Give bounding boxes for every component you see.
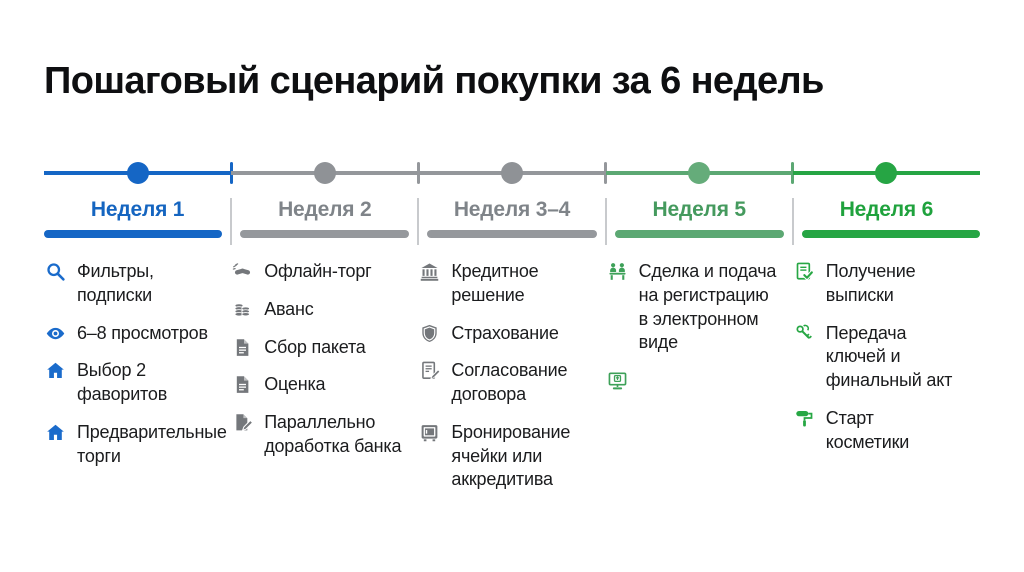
timeline-segment — [44, 160, 231, 186]
item-text: Старт косметики — [825, 407, 910, 452]
contract-pen-icon — [419, 360, 440, 381]
timeline-item — [419, 421, 601, 492]
item-text: Оценка — [264, 374, 326, 395]
week-underline-bar — [240, 230, 409, 238]
item-text: Бронирование ячейки или аккредитива — [451, 421, 571, 490]
week-underline-bar — [802, 230, 980, 238]
timeline-item — [794, 260, 976, 308]
week-label: Неделя 3–4 — [453, 198, 571, 221]
handshake-icon — [232, 261, 253, 282]
item-text: Офлайн-торг — [264, 261, 372, 281]
timeline-item — [607, 260, 789, 355]
timeline-item — [45, 322, 227, 346]
timeline-dot — [501, 162, 523, 184]
week-underline-bar — [615, 230, 784, 238]
timeline-segment — [231, 160, 418, 186]
timeline-item — [232, 411, 414, 459]
week-column-2 — [231, 160, 418, 492]
item-text: 6–8 просмотров — [77, 322, 208, 343]
timeline-dot — [688, 162, 710, 184]
week-items — [794, 260, 976, 454]
search-icon — [45, 261, 66, 282]
timeline-item — [232, 298, 414, 322]
item-text: Фильтры, подписки — [77, 261, 154, 305]
week-label: Неделя 2 — [278, 198, 372, 221]
paint-roller-icon — [794, 408, 815, 429]
document-icon — [232, 337, 253, 358]
timeline-segment — [793, 160, 980, 186]
item-text: Параллельно доработка банка — [264, 412, 402, 456]
deal-people-icon — [607, 261, 628, 282]
timeline-item — [232, 336, 414, 360]
item-text: Сделка и подача на регистрацию в электронном виде — [638, 261, 777, 353]
week-label: Неделя 1 — [90, 198, 185, 221]
page-title: Пошаговый сценарий покупки за 6 недель — [44, 60, 824, 102]
timeline-item — [45, 421, 227, 469]
timeline-item — [232, 373, 414, 397]
week-items — [419, 260, 601, 492]
item-text: Предварительные торги — [77, 421, 227, 466]
document-check-icon — [794, 261, 815, 282]
item-text: Получение выписки — [825, 261, 916, 305]
timeline-item — [794, 322, 976, 393]
timeline-item — [45, 359, 227, 407]
week-label: Неделя 6 — [839, 198, 934, 221]
timeline-segment — [606, 160, 793, 186]
document-edit-icon — [232, 412, 253, 433]
timeline-segment — [418, 160, 605, 186]
timeline-item — [419, 359, 601, 407]
item-text: Передача ключей и финальный акт — [825, 322, 953, 390]
keys-icon — [794, 323, 815, 344]
timeline-item — [794, 407, 976, 455]
timeline-dot — [875, 162, 897, 184]
timeline — [44, 160, 980, 492]
week-column-5 — [793, 160, 980, 492]
week-label: Неделя 5 — [652, 198, 746, 221]
home-icon — [45, 360, 66, 381]
timeline-item — [232, 260, 414, 284]
item-text: Выбор 2 фаворитов — [77, 360, 168, 404]
timeline-dot — [314, 162, 336, 184]
coins-icon — [232, 299, 253, 320]
week-column-4 — [606, 160, 793, 492]
item-text: Сбор пакета — [264, 336, 366, 357]
timeline-item — [419, 260, 601, 308]
week-items — [232, 260, 414, 459]
home-icon — [45, 422, 66, 443]
week-underline-bar — [427, 230, 596, 238]
safe-icon — [419, 422, 440, 443]
item-text: Страхование — [451, 322, 559, 343]
week-column-1 — [44, 160, 231, 492]
item-text: Согласование договора — [451, 360, 568, 404]
week-column-3 — [418, 160, 605, 492]
week-underline-bar — [44, 230, 222, 238]
document-icon — [232, 374, 253, 395]
monitor-upload-icon — [607, 370, 628, 391]
bank-icon — [419, 261, 440, 282]
shield-icon — [419, 323, 440, 344]
timeline-dot — [127, 162, 149, 184]
timeline-item — [607, 369, 789, 391]
timeline-item — [419, 322, 601, 346]
item-text: Аванс — [264, 298, 314, 319]
eye-icon — [45, 323, 66, 344]
week-items — [607, 260, 789, 391]
week-items — [45, 260, 227, 468]
timeline-item — [45, 260, 227, 308]
item-text: Кредитное решение — [451, 261, 539, 305]
